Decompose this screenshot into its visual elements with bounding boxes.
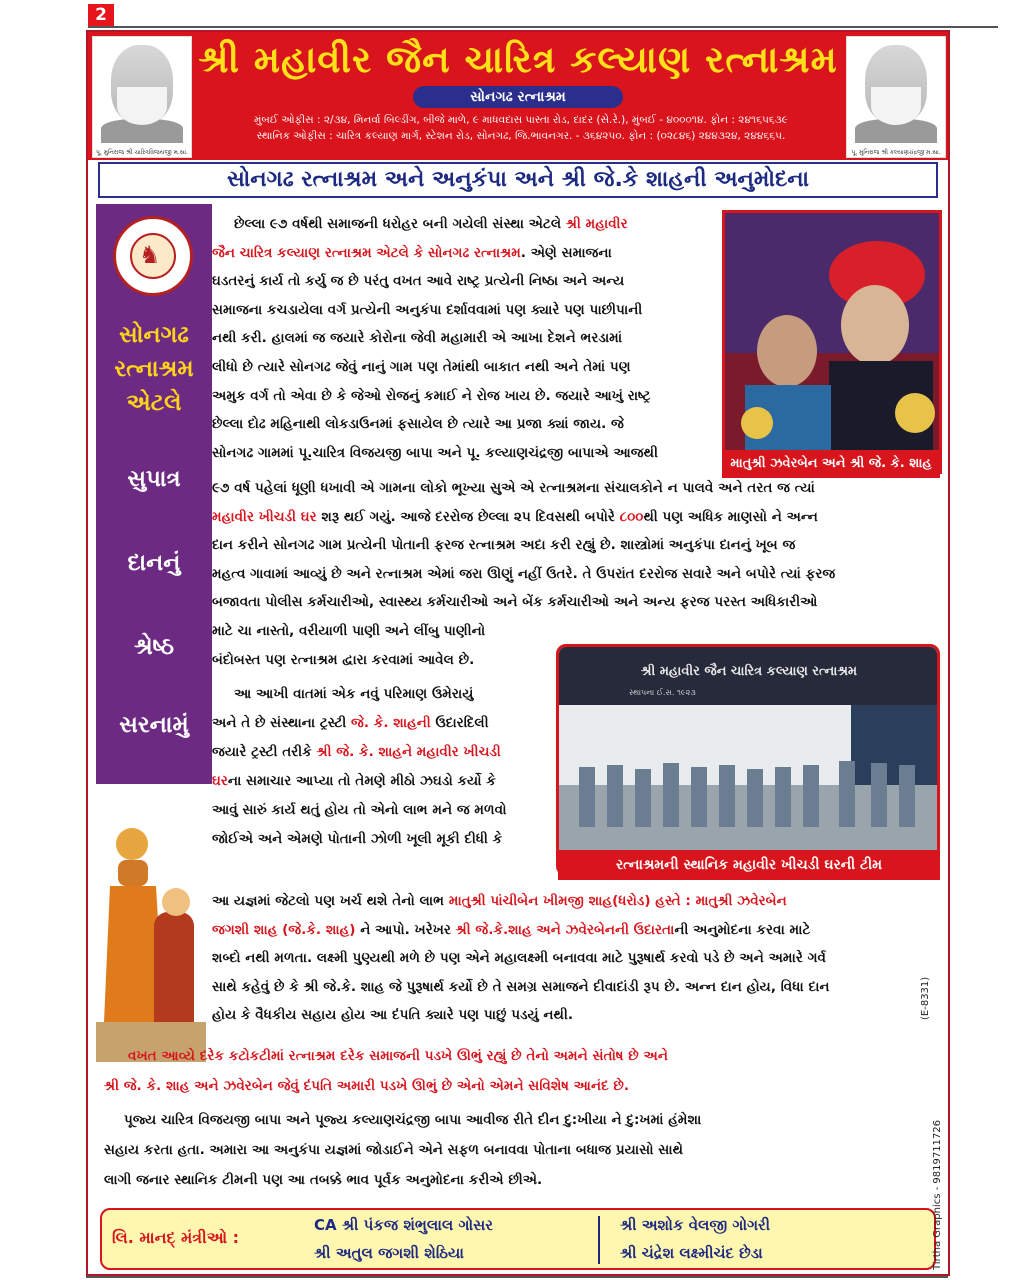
left-portrait [92,36,192,158]
article-text: છેલ્લા ૯૭ વર્ષથી સમાજની ધરોહર બની ગયેલી સંસ્થા એટલે [234,216,566,232]
building-sign-sub: સ્થાપના ઈ.સ. ૧૯૨૩ [629,688,696,697]
article-text: ના સમાચાર આપ્યા તો તેમણે મીઠો ઝઘડો કર્યો કે [227,773,496,789]
sidebar-word-2: દાનનું [127,550,181,576]
article-line [212,889,787,913]
address-line-2: સ્થાનિક ઓફીસ : ચારિત્ર કલ્યાણ માર્ગ, સ્ટેશન રોડ, સોનગઢ, જિ.ભાવનગર. - ૩૬૪૨૫૦. ફોન : (૦૨૮૪૬) ૨૪૪૩૨૪, ૨૪૪૬૬૫. [256,130,786,142]
article-text: શરૂ થઈ ગયું. આજે દરરોજ છેલ્લા ૨૫ દિવસથી બપોરે [316,508,620,525]
article-line [104,1138,683,1162]
address-line-1: મુંબઈ ઓફીસ : ૨/૩૪, મિનર્વા બિલ્ડીંગ, બીજે માળે, ૯ માધવદાસ પાસ્તા રોડ, દાદર (સે.રે.), મુંબઈ - ૪૦૦૦૧૪. ફોન : ૨૪૧૬૫૬૩૯ [254,114,788,126]
article-text: બંદોબસ્ત પણ રત્નાશ્રમ દ્વારા કરવામાં આવેલ છે. [212,651,475,668]
highlighted-text: શ્રી જે. કે. શાહને મહાવીર ખીચડી [316,744,501,760]
article-text: છેલ્લા દોઢ મહિનાથી લોકડાઉનમાં ફસાયેલ છે ત્યારે આ પ્રજા ક્યાં જાય. જે [212,416,624,433]
article-text: શબ્દો નથી મળતા. લક્ષ્મી પુણ્યથી મળે છે પણ એને મહાલક્ષ્મી બનાવવા માટે પુરૂષાર્થ કરવો પડે છે અને અમારે ગર્વ [212,950,827,967]
signatories-label: લિ. માનદ્ મંત્રીઓ : [112,1228,240,1247]
article-text: થી પણ અધિક માણસો ને અન્ન [643,508,818,525]
article-line [128,1044,668,1068]
article-text: દાન કરીને સોનગઢ ગામ પ્રત્યેની પોતાની ફરજ રત્નાશ્રમ અદા કરી રહ્યું છે. શાસ્ત્રોમાં અનુકંપા દાનનું ખૂબ જ [212,537,796,554]
article-text: લીધો છે ત્યારે સોનગઢ જેવું નાનું ગામ પણ તેમાંથી બાકાત નથી અને તેમાં પણ [212,359,631,375]
highlighted-text: ઘર [212,773,228,789]
article-text: ઘડતરનું કાર્ય તો કર્યુ જ છે પરંતુ વખત આવે રાષ્ટ્ર પ્રત્યેની નિષ્ઠા અને અન્ય [212,273,625,290]
sidebar [96,204,212,784]
signatory-4: શ્રી ચંદ્રેશ લક્ષ્મીચંદ છેડા [620,1244,763,1262]
donor-couple-photo [722,210,942,474]
sidebar-word-4: સરનામું [119,712,189,738]
article-text: સોનગઢ ગામમાં પૂ.ચારિત્ર વિજયજી બાપા અને પૂ. કલ્યાણચંદ્રજી બાપાએ આજથી [212,444,658,461]
sidebar-word-3: શ્રેષ્ઠ [134,634,174,660]
article-line [212,740,501,764]
article-text: લાગી જનાર સ્થાનિક ટીમની પણ આ તબક્કે ભાવ પૂર્વક અનુમોદના કરીએ છીએ. [104,1172,543,1188]
article-line [212,619,485,643]
sidebar-heading-3: એટલે [126,390,182,416]
article-text: અમુક વર્ગ તો એવા છે કે જેઓ રોજનું કમાઈ ને રોજ ખાય છે. જયારે આખું રાષ્ટ્ર [212,387,651,404]
article-text: આ આખી વાતમાં એક નવું પરિમાણ ઉમેરાયું [234,686,474,702]
signatories-divider [598,1216,600,1264]
article-text: નથી કરી. હાલમાં જ જયારે કોરોના જેવી મહામારી એ આખા દેશને ભરડામાં [212,330,623,347]
article-line [212,505,818,529]
article-text: સહાય કરતા હતા. અમારા આ અનુકંપા યજ્ઞમાં જોડાઈને એને સફળ બનાવવા પોતાના બધાજ પ્રયાસો સાથે [104,1142,684,1158]
header-title: શ્રી મહાવીર જૈન ચારિત્ર કલ્યાણ રત્નાશ્રમ [198,38,838,81]
highlighted-text: જગશી શાહ (જે.કે. શાહ) [212,921,356,938]
right-portrait-caption: પૂ. મુનિરાજ શ્રી કલ્યાણચંદ્રજી મ.સા. [851,149,941,156]
article-line [212,769,496,793]
highlighted-text: શ્રી મહાવીર [565,216,628,232]
article-text: સાથે કહેવું છે કે શ્રી જે.કે. શાહ જે પુરૂષાર્થ કર્યો છે તે સમગ્ર સમાજને દીવાદાંડી રૂપ છે. અન્ન દાન હોય, વિધા દાન [212,978,830,995]
ad-code: (E-8331) [920,976,931,1020]
highlighted-text: મહાવીર ખીચડી ઘર [212,508,317,525]
article-line [212,476,815,500]
article-text: મહત્વ ગાવામાં આવ્યું છે અને રત્નાશ્રમ એમાં જરા ઊણું નહીં ઉતરે. તે ઉપરાંત દરરોજ સવારે અને બપોરે ત્યાં ફરજ [212,565,836,582]
article-line [212,918,810,942]
bottom-rule [86,1276,948,1278]
article-line [212,946,826,970]
sidebar-heading-2: રત્નાશ્રમ [114,356,194,382]
header [88,32,948,160]
highlighted-text: જૈન ચારિત્ર કલ્યાણ રત્નાશ્રમ એટલે કે સોનગઢ રત્નાશ્રમ [212,244,521,261]
advertisement-frame [86,30,950,1276]
article-line [212,269,624,293]
article-line [124,1108,701,1132]
header-subtitle: સોનગઢ રત્નાશ્રમ [413,86,623,108]
sidebar-word-1: સુપાત્ર [127,466,181,492]
article-text: સમાજના કચડાયેલા વર્ગ પ્રત્યેની અનુકંપા દર્શાવવામાં પણ ક્યારે પણ પાછીપાની [212,301,643,318]
article-line [212,441,658,465]
sidebar-heading-1: સોનગઢ [119,322,189,348]
top-rule [88,26,998,28]
team-photo-caption: રત્નાશ્રમની સ્થાનિક મહાવીર ખીચડી ઘરની ટીમ [558,850,940,880]
article-line [212,798,507,822]
signatory-2: શ્રી અતુલ જગશી શેઠિયા [314,1244,464,1262]
article-text: જોઈએ અને એમણે પોતાની ઝોળી ખૂલી મૂકી દીધી કે [212,831,503,847]
highlighted-text: શ્રી જે. કે. શાહ અને ઝવેરબેન જેવું દંપતિ અમારી પડખે ઊભું છે એનો એમને સવિશેષ આનંદ છે. [104,1078,630,1094]
article-line [104,1168,542,1192]
article-line [212,412,624,436]
signatory-1: CA શ્રી પંકજ શંભુલાલ ગોસર [314,1216,494,1234]
article-text: ની અનુમોદના કરવા માટે [674,921,811,938]
article-line [212,648,474,672]
seal-emblem-icon: ♞ [139,241,161,269]
article-line [212,326,622,350]
article-line [104,1074,629,1098]
article-line [234,682,473,706]
signatory-3: શ્રી અશોક વેલજી ગોગરી [620,1216,771,1234]
article-text: બજાવતા પોલીસ કર્મચારીઓ, સ્વાસ્થ્ય કર્મચારીઓ અને બેંક કર્મચારીઓ અને અન્ય ફરજ પરસ્ત અધિકારીઓ [212,594,818,611]
highlighted-text: જે. કે. શાહની [351,715,431,731]
article-line [212,562,835,586]
article-text: ૯૭ વર્ષ પહેલાં ધૂણી ધખાવી એ ગામના લોકો ભૂખ્યા સુએ એ રત્નાશ્રમના સંચાલકોને ન પાલવે અને તરત જ ત્યાં [212,480,815,496]
article-line [212,711,489,735]
page-number: 2 [88,4,114,26]
article-line [212,533,795,557]
article-line [212,241,612,265]
article-line [212,590,817,614]
highlighted-text: વખત આવ્યે દરેક કટોકટીમાં રત્નાશ્રમ દરેક સમાજની પડખે ઊભું રહ્યું છે તેનો અમને સંતોષ છે અને [128,1048,668,1064]
highlighted-text: માતુશ્રી પાંચીબેન ખીમજી શાહ(ધરોડ) હસ્તે : માતુશ્રી ઝવેરબેન [448,893,787,909]
article-text: પૂજ્ય ચારિત્ર વિજયજી બાપા અને પૂજ્ય કલ્યાણચંદ્રજી બાપા આવીજ રીતે દીન દુ:ખીયા ને દુ:ખમાં હંમેશા [124,1112,702,1128]
article-line [212,298,642,322]
article-text: . એણે સમાજના [520,244,612,261]
headline-banner: સોનગઢ રત્નાશ્રમ અને અનુકંપા અને શ્રી જે.કે શાહની અનુમોદના [98,162,938,198]
article-text: માટે ચા નાસ્તો, વરીયાળી પાણી અને લીંબુ પાણીનો [212,623,486,639]
article-text: અને તે છે સંસ્થાના ટ્રસ્ટી [212,715,352,731]
right-portrait [846,36,946,158]
donor-photo-caption: માતુશ્રી ઝવેરબેન અને શ્રી જે. કે. શાહ [722,450,940,478]
article-text: જયારે ટ્રસ્ટી તરીકે [212,744,317,760]
article-line [212,827,502,851]
article-line [212,355,631,379]
article-line [212,384,651,408]
institution-seal [113,216,193,296]
article-text: હોય કે વૈધકીય સહાય હોય આ દંપતિ ક્યારે પણ પાછું પડયું નથી. [212,1007,574,1024]
article-text: આ યજ્ઞમાં જેટલો પણ ખર્ચ થશે તેનો લાભ [212,893,449,909]
article-text: આવું સારું કાર્ય થતું હોય તો એનો લાભ મને જ મળવો [212,802,507,818]
article-text: ને આપો. ખરેખર [355,921,456,938]
article-line [212,1003,573,1027]
article-line [212,975,830,999]
team-photo [556,644,940,876]
sage-illustration [96,822,206,1062]
design-credit: Tirtha Graphics - 9819711726 [932,1119,943,1270]
article-line [234,212,628,236]
left-portrait-caption: પૂ. મુનિરાજ શ્રી ચારિત્રવિજયજી મ.સા. [96,149,188,156]
building-sign-text: શ્રી મહાવીર જૈન ચારિત્ર કલ્યાણ રત્નાશ્રમ [640,664,858,679]
highlighted-text: શ્રી જે.કે.શાહ અને ઝવેરબેનની ઉદારતા [455,921,675,938]
signatories-box [100,1208,936,1270]
article-text: ઉદારદિલી [430,715,489,731]
highlighted-text: ૮૦૦ [619,508,644,525]
